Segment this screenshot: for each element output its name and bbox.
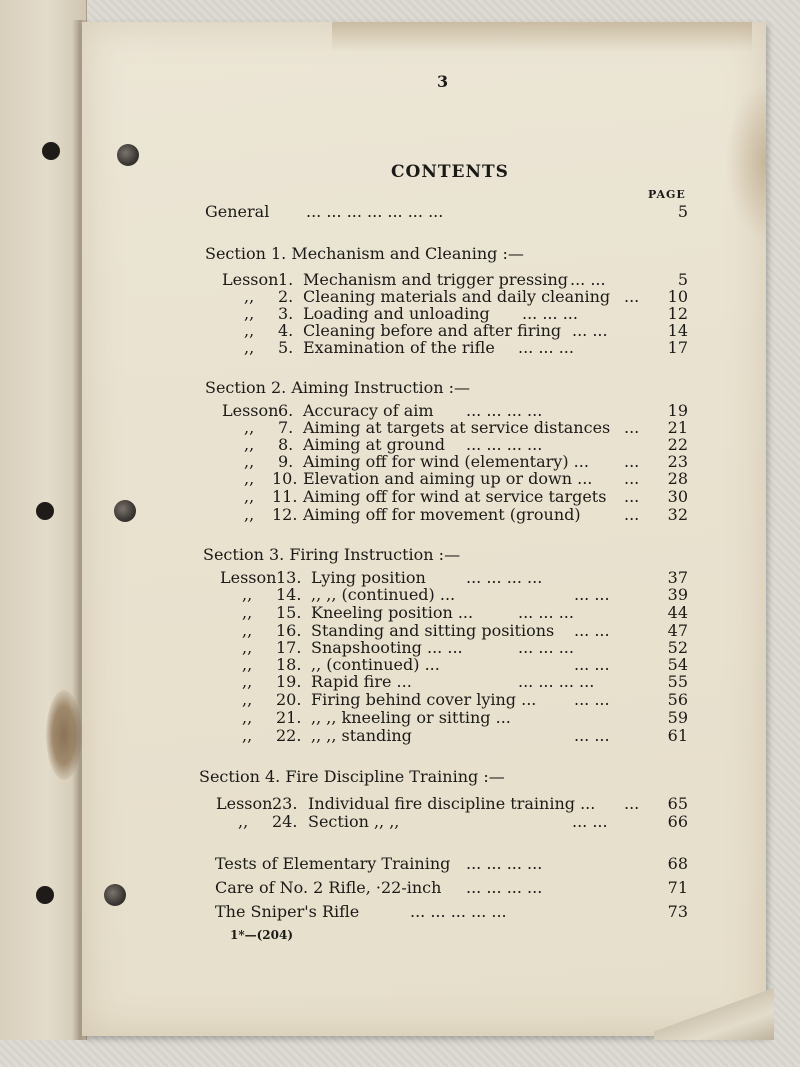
entry-prefix: ,,	[242, 726, 253, 745]
entry-page: 54	[667, 655, 688, 674]
entry-label: Examination of the rifle	[303, 338, 495, 357]
entry-prefix: Lesson	[222, 270, 279, 289]
entry-number: 16.	[276, 621, 302, 640]
signature-mark: 1*—(204)	[230, 928, 294, 942]
leader-dots: ...	[624, 505, 640, 524]
leader-dots: ... ... ... ...	[466, 401, 543, 420]
entry-label: Individual fire discipline training ...	[308, 794, 596, 813]
entry-prefix: ,,	[244, 469, 255, 488]
entry-prefix: ,,	[244, 505, 255, 524]
entry-label: Accuracy of aim	[303, 401, 434, 420]
leader-dots: ... ... ... ...	[466, 568, 543, 587]
contents-page	[82, 22, 766, 1036]
entry-label: Aiming off for wind at service targets	[303, 487, 607, 506]
entry-label: Aiming off for wind (elementary) ...	[303, 452, 589, 471]
entry-label: Aiming off for movement (ground)	[303, 505, 581, 524]
leader-dots: ...	[624, 487, 640, 506]
entry-number: 17.	[276, 638, 302, 657]
entry-number: 5.	[278, 338, 294, 357]
entry-prefix: ,,	[242, 638, 253, 657]
leader-dots: ... ... ... ...	[466, 854, 543, 873]
entry-number: 13.	[276, 568, 302, 587]
entry-number: 22.	[276, 726, 302, 745]
entry-label: Lying position	[311, 568, 426, 587]
entry-prefix: ,,	[244, 452, 255, 471]
leader-dots: ... ... ...	[518, 603, 574, 622]
entry-label: Rapid fire ...	[311, 672, 412, 691]
page-corner-curl	[654, 988, 774, 1040]
entry-label: ,, ,, standing	[311, 726, 412, 745]
leader-dots: ...	[624, 452, 640, 471]
leader-dots: ... ...	[572, 812, 608, 831]
entry-prefix: ,,	[244, 418, 255, 437]
entry-label: Cleaning before and after firing	[303, 321, 562, 340]
entry-number: 10.	[272, 469, 298, 488]
leader-dots: ... ... ...	[518, 338, 574, 357]
entry-page: 5	[677, 270, 688, 289]
binding-hole	[42, 142, 60, 160]
leader-dots: ... ...	[574, 726, 610, 745]
entry-number: 18.	[276, 655, 302, 674]
entry-label: Aiming at targets at service distances	[303, 418, 611, 437]
entry-label: ,, (continued) ...	[311, 655, 440, 674]
binding-hole	[104, 884, 126, 906]
entry-number: 24.	[272, 812, 298, 831]
entry-prefix: ,,	[242, 672, 253, 691]
page-stain	[332, 22, 752, 52]
entry-prefix: ,,	[242, 708, 253, 727]
entry-page: 22	[667, 435, 688, 454]
leader-dots: ... ...	[570, 270, 606, 289]
entry-label: Standing and sitting positions	[311, 621, 555, 640]
entry-prefix: ,,	[244, 338, 255, 357]
entry-label: The Sniper's Rifle	[215, 902, 360, 921]
section-title: Section 1. Mechanism and Cleaning :—	[205, 244, 524, 263]
leader-dots: ... ... ... ...	[518, 672, 595, 691]
entry-prefix: Lesson	[220, 568, 277, 587]
entry-prefix: ,,	[244, 304, 255, 323]
leader-dots: ... ... ... ...	[466, 435, 543, 454]
entry-number: 23.	[272, 794, 298, 813]
entry-number: 3.	[278, 304, 294, 323]
entry-number: 12.	[272, 505, 298, 524]
section-title: Section 2. Aiming Instruction :—	[205, 378, 471, 397]
entry-page: 28	[667, 469, 688, 488]
entry-label: Snapshooting ... ...	[311, 638, 463, 657]
entry-prefix: ,,	[238, 812, 249, 831]
entry-page: 47	[667, 621, 688, 640]
entry-page: 19	[667, 401, 688, 420]
entry-number: 11.	[272, 487, 298, 506]
leader-dots: ... ...	[574, 585, 610, 604]
entry-prefix: ,,	[244, 321, 255, 340]
entry-page: 14	[667, 321, 688, 340]
leader-dots: ... ... ... ... ...	[410, 902, 507, 921]
leader-dots: ... ...	[574, 690, 610, 709]
leader-dots: ... ... ...	[518, 638, 574, 657]
entry-prefix: Lesson	[216, 794, 273, 813]
entry-page: 59	[667, 708, 688, 727]
entry-label: Section ,, ,,	[308, 812, 400, 831]
entry-page: 21	[667, 418, 688, 437]
page-number: 3	[437, 72, 449, 91]
entry-number: 20.	[276, 690, 302, 709]
entry-label: ,, ,, (continued) ...	[311, 585, 456, 604]
entry-page: 55	[667, 672, 688, 691]
entry-label: ,, ,, kneeling or sitting ...	[311, 708, 511, 727]
page-stain	[726, 82, 766, 242]
entry-page: 23	[667, 452, 688, 471]
entry-page: 30	[667, 487, 688, 506]
entry-label: Elevation and aiming up or down ...	[303, 469, 593, 488]
binding-hole	[114, 500, 136, 522]
entry-number: 21.	[276, 708, 302, 727]
entry-label: Kneeling position ...	[311, 603, 474, 622]
entry-page: 17	[667, 338, 688, 357]
entry-page: 12	[667, 304, 688, 323]
entry-label: Aiming at ground	[303, 435, 446, 454]
entry-label: Firing behind cover lying ...	[311, 690, 537, 709]
entry-page: 65	[667, 794, 688, 813]
entry-number: 14.	[276, 585, 302, 604]
entry-label: General	[205, 202, 270, 221]
entry-prefix: ,,	[242, 655, 253, 674]
leader-dots: ...	[624, 469, 640, 488]
entry-page: 71	[667, 878, 688, 897]
leader-dots: ... ... ...	[522, 304, 578, 323]
entry-number: 2.	[278, 287, 294, 306]
entry-number: 4.	[278, 321, 294, 340]
leader-dots: ... ...	[574, 655, 610, 674]
entry-number: 1.	[278, 270, 294, 289]
section-title: Section 3. Firing Instruction :—	[203, 545, 461, 564]
entry-label: Cleaning materials and daily cleaning	[303, 287, 611, 306]
section-title: Section 4. Fire Discipline Training :—	[199, 767, 505, 786]
entry-page: 5	[677, 202, 688, 221]
entry-prefix: ,,	[244, 487, 255, 506]
leader-dots: ... ...	[574, 621, 610, 640]
entry-prefix: Lesson	[222, 401, 279, 420]
entry-number: 15.	[276, 603, 302, 622]
entry-page: 73	[667, 902, 688, 921]
binding-hole	[36, 886, 54, 904]
entry-label: Care of No. 2 Rifle, ·22-inch	[215, 878, 442, 897]
entry-number: 8.	[278, 435, 294, 454]
entry-page: 39	[667, 585, 688, 604]
entry-prefix: ,,	[242, 603, 253, 622]
leader-dots: ... ... ... ... ... ... ...	[306, 202, 444, 221]
page-column-heading: PAGE	[648, 188, 686, 201]
entry-prefix: ,,	[242, 621, 253, 640]
entry-number: 7.	[278, 418, 294, 437]
entry-number: 19.	[276, 672, 302, 691]
entry-page: 44	[667, 603, 688, 622]
leader-dots: ...	[624, 418, 640, 437]
binding-hole	[117, 144, 139, 166]
entry-page: 66	[667, 812, 688, 831]
leader-dots: ... ... ... ...	[466, 878, 543, 897]
entry-page: 61	[667, 726, 688, 745]
entry-label: Loading and unloading	[303, 304, 490, 323]
entry-page: 10	[667, 287, 688, 306]
entry-prefix: ,,	[244, 435, 255, 454]
entry-prefix: ,,	[244, 287, 255, 306]
leader-dots: ... ...	[572, 321, 608, 340]
leader-dots: ...	[624, 794, 640, 813]
binding-hole	[36, 502, 54, 520]
entry-label: Mechanism and trigger pressing	[303, 270, 569, 289]
entry-page: 32	[667, 505, 688, 524]
entry-page: 68	[667, 854, 688, 873]
entry-page: 52	[667, 638, 688, 657]
contents-heading: CONTENTS	[391, 162, 509, 182]
entry-prefix: ,,	[242, 690, 253, 709]
entry-page: 56	[667, 690, 688, 709]
entry-page: 37	[667, 568, 688, 587]
entry-prefix: ,,	[242, 585, 253, 604]
entry-number: 9.	[278, 452, 294, 471]
entry-number: 6.	[278, 401, 294, 420]
entry-label: Tests of Elementary Training	[215, 854, 451, 873]
leader-dots: ...	[624, 287, 640, 306]
